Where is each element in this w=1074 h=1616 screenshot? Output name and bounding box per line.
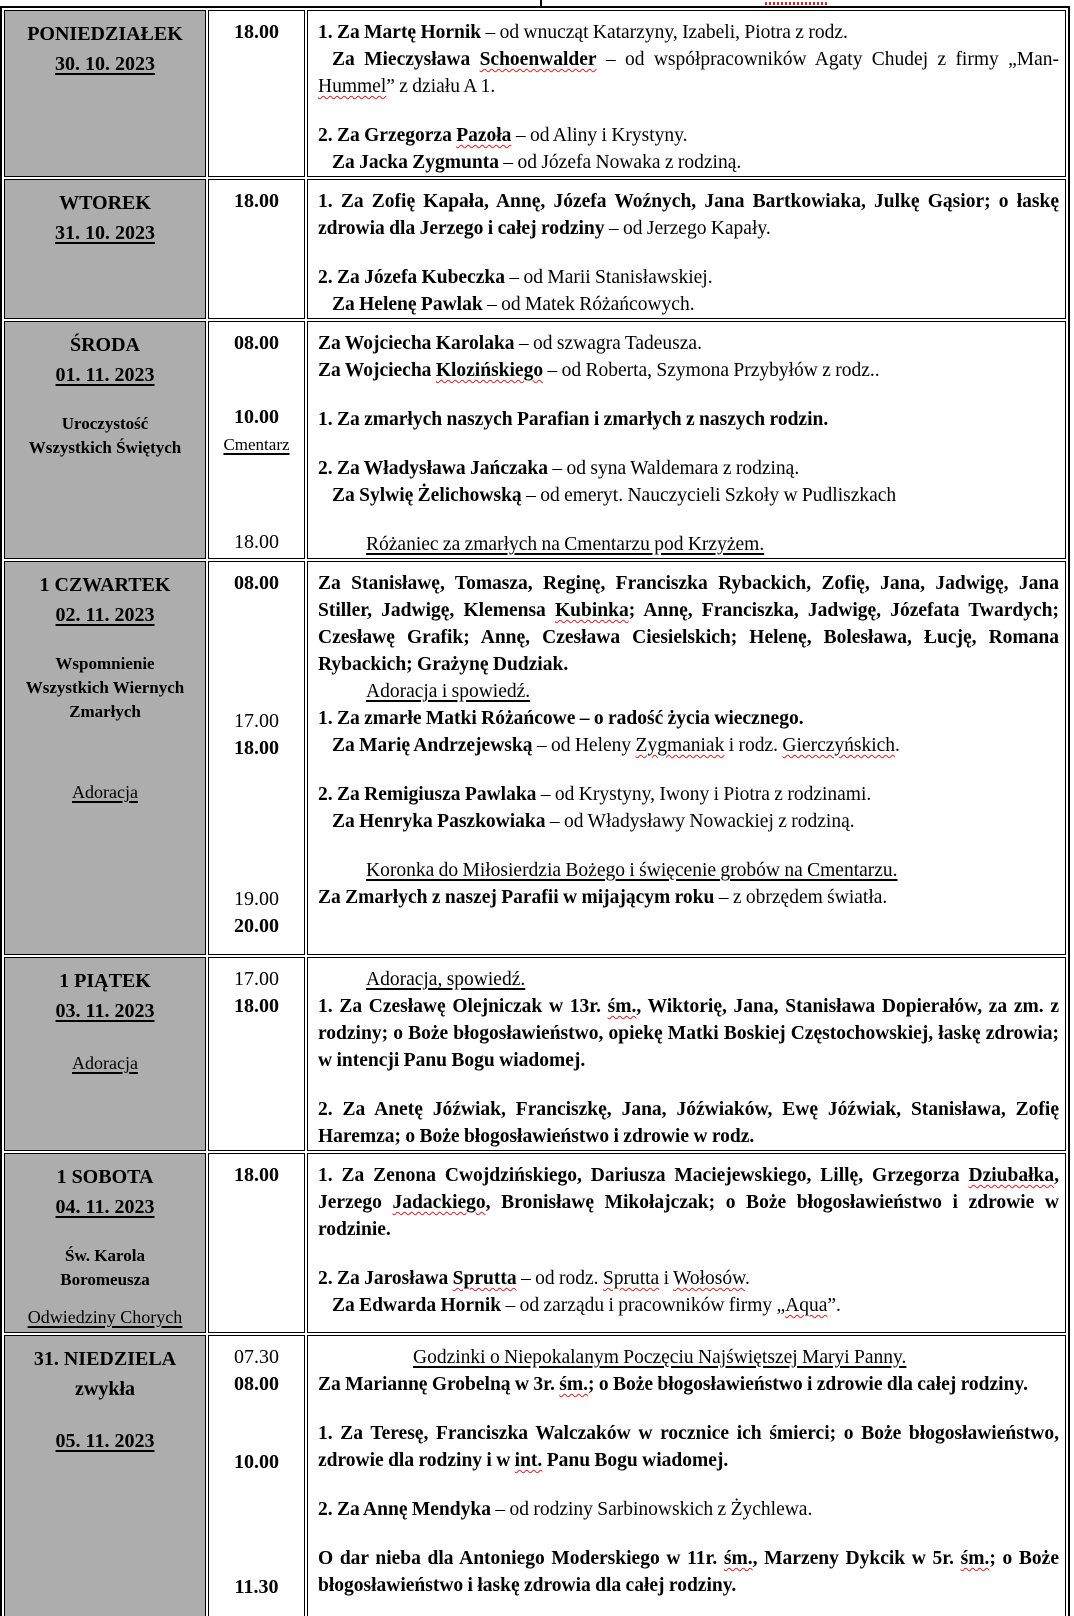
text-segment: Za Wojciecha [318, 360, 436, 381]
day-label: 1 CZWARTEK [39, 574, 171, 596]
intention-paragraph [318, 1162, 1059, 1243]
day-date: 04. 11. 2023 [55, 1196, 155, 1218]
time-label: 18.00 [234, 21, 279, 43]
intention-paragraph [318, 482, 1059, 509]
text-segment: Za Edwarda Hornik [332, 1295, 502, 1316]
intention-paragraph [318, 1496, 1059, 1523]
text-segment: ; Annę, Franciszka, Jadwigę, Józefata Twardych; Czesławę Grafik; Annę, Czesława Ciesielskich; Helenę, Bolesława, Łucję, Romana Rybackich; Grażynę Dudziak. [318, 600, 1060, 675]
text-segment: , Jerzego [318, 1165, 1059, 1213]
day-label: ŚRODA [69, 334, 140, 356]
text-segment: Różaniec za zmarłych na Cmentarzu pod Krzyżem. [366, 534, 765, 555]
day-date: 30. 10. 2023 [55, 53, 155, 75]
text-segment: , Wiktorię, Jana, Stanisława Dopierałów, za zm. z rodziny; o Boże błogosławieństwo, opiekę Matki Boskiej Częstochowskiej, łaskę zdrowia; w intencji Panu Bogu wiadomej. [318, 996, 1059, 1071]
day-cell [4, 10, 206, 177]
text-segment: – od Józefa Nowaka z rodziną. [498, 152, 742, 173]
text-segment: 1. Za Zofię Kapała, Annę, Józefa Woźnych, Jana Bartkowiaka, Julkę Gąsior; o łaskę zdrowia dla Jerzego i całej rodziny [318, 191, 1059, 239]
text-segment: Adoracja i spowiedź. [366, 681, 531, 702]
time-cell [208, 561, 305, 955]
intention-paragraph [318, 705, 1059, 732]
schedule-row [4, 957, 1066, 1151]
intention-paragraph [318, 531, 1059, 558]
text-segment: Za Jacka Zygmunta [332, 152, 499, 173]
intention-paragraph [318, 678, 1059, 705]
intention-paragraph [318, 455, 1059, 482]
text-segment: ”. [827, 1295, 841, 1316]
day-date: Odwiedziny Chorych [27, 1307, 183, 1327]
intention-paragraph [318, 570, 1059, 678]
day-label: 1 PIĄTEK [59, 970, 151, 992]
text-segment: – od rodz. [516, 1268, 603, 1289]
text-segment: Za Sylwię Żelichowską [332, 485, 522, 506]
time-label: 19.00 [234, 888, 279, 910]
text-segment: – od syna Waldemara z rodziną. [548, 458, 800, 479]
text-segment: Pazoła [456, 125, 512, 146]
day-cell [4, 321, 206, 559]
time-label: 08.00 [234, 572, 279, 594]
text-segment: – od Matek Różańcowych. [482, 294, 695, 315]
schedule-row [4, 1335, 1066, 1616]
text-segment: O dar nieba dla Antoniego Moderskiego w 11r. [318, 1548, 724, 1569]
text-segment: – od wnucząt Katarzyny, Izabeli, Piotra z rodz. [481, 22, 848, 43]
time-cell [208, 321, 305, 559]
text-segment: Hummel [318, 76, 387, 97]
text-segment: – od Heleny [532, 735, 636, 756]
text-segment: Dziubałka [968, 1165, 1055, 1186]
text-segment: śm. [723, 1548, 753, 1569]
time-label: 10.00 [234, 1451, 279, 1473]
time-cell [208, 1153, 305, 1333]
text-segment: Godzinki o Niepokalanym Poczęciu Najświętszej Maryi Panny. [413, 1347, 907, 1368]
time-cell [208, 1335, 305, 1616]
intentions-cell [307, 957, 1066, 1151]
text-segment: 2. Za Józefa Kubeczka [318, 267, 505, 288]
text-segment: 2. Za Remigiusza Pawlaka [318, 784, 537, 805]
day-cell [4, 1335, 206, 1616]
text-segment: Za Mariannę Grobelną w 3r. [318, 1374, 560, 1395]
intention-paragraph [318, 1292, 1059, 1319]
intention-paragraph [318, 808, 1059, 835]
text-segment: i rodz. [724, 735, 783, 756]
intention-paragraph [318, 122, 1059, 149]
text-segment: Koronka do Miłosierdzia Bożego i święcenie grobów na Cmentarzu. [366, 860, 898, 881]
intention-paragraph [318, 149, 1059, 176]
intention-paragraph [318, 966, 1059, 993]
intention-paragraph [318, 1371, 1059, 1398]
intention-paragraph [318, 264, 1059, 291]
text-segment: 1. Za Teresę, Franciszka Walczaków w rocznice ich śmierci; o Boże błogosławieństwo, zdrowie dla rodziny i w [318, 1423, 1059, 1471]
time-label: 18.00 [234, 737, 279, 759]
text-segment: Jadackiego [392, 1192, 486, 1213]
text-segment: – od Jerzego Kapały. [604, 218, 771, 239]
text-segment: Wołosów [673, 1268, 745, 1289]
day-label: Wszystkich Świętych [28, 438, 182, 457]
intentions-cell [307, 10, 1066, 177]
time-label: 18.00 [234, 995, 279, 1017]
text-segment: 2. Za Anetę Jóźwiak, Franciszkę, Jana, Jóźwiaków, Ewę Jóźwiak, Stanisława, Zofię Haremza; o Boże błogosławieństwo i zdrowie w rodz. [318, 1099, 1059, 1147]
intentions-cell [307, 561, 1066, 955]
day-label: Boromeusza [60, 1270, 150, 1289]
text-segment: Za Marię Andrzejewską [332, 735, 533, 756]
day-label: Uroczystość [61, 414, 149, 433]
text-segment: – od emeryt. Nauczycieli Szkoły w Pudliszkach [521, 485, 897, 506]
text-segment: 1. Za Zenona Cwojdzińskiego, Dariusza Maciejewskiego, Lillę, Grzegorza [318, 1165, 969, 1186]
day-label: Wszystkich Wiernych [25, 678, 185, 697]
intentions-cell [307, 1153, 1066, 1333]
text-segment: ; o Boże błogosławieństwo i łaskę zdrowia dla całej rodziny. [318, 1548, 1059, 1596]
intention-paragraph [318, 1344, 1059, 1371]
text-segment: Sprutta [452, 1268, 517, 1289]
time-label: 20.00 [234, 915, 279, 937]
day-date: Adoracja [72, 782, 138, 802]
text-segment: Za Stanisławę, Tomasza, Reginę, Franciszka Rybackich, Zofię, Jana, Jadwigę, Jana Stiller, Jadwigę, Klemensa [318, 573, 1059, 621]
text-segment: 2. Za Annę Mendyka [318, 1499, 491, 1520]
day-label: 1 SOBOTA [56, 1166, 154, 1188]
text-segment: Sprutta [602, 1268, 660, 1289]
day-date: 05. 11. 2023 [55, 1430, 155, 1452]
text-segment: . [744, 1268, 750, 1289]
text-segment: – od Roberta, Szymona Przybyłów z rodz.. [543, 360, 880, 381]
schedule-row [4, 179, 1066, 319]
text-segment: 1. Za Czesławę Olejniczak w 13r. [318, 996, 608, 1017]
day-label: Zmarłych [69, 702, 141, 721]
time-label: 10.00 [234, 406, 279, 428]
text-segment: Za Helenę Pawlak [332, 294, 483, 315]
day-cell [4, 561, 206, 955]
day-label: 31. NIEDZIELA [33, 1348, 177, 1370]
day-cell [4, 179, 206, 319]
text-segment: Aqua [785, 1295, 828, 1316]
text-segment: Za Henryka Paszkowiaka [332, 811, 546, 832]
time-label: Cmentarz [223, 435, 290, 454]
time-label: 18.00 [234, 1164, 279, 1186]
day-label: zwykła [75, 1378, 135, 1400]
text-segment: . [895, 735, 900, 756]
text-segment: Panu Bogu wiadomej. [542, 1450, 729, 1471]
text-segment: Adoracja, spowiedź. [366, 969, 526, 990]
text-segment: ; o Boże błogosławieństwo i zdrowie dla całej rodziny. [587, 1374, 1028, 1395]
time-label: 18.00 [234, 531, 279, 553]
text-segment: 1. Za zmarłe Matki Różańcowe – o radość życia wiecznego. [318, 708, 804, 729]
text-segment: 2. Za Grzegorza [318, 125, 457, 146]
schedule-table [0, 6, 1070, 1616]
text-segment: , Marzeny Dykcik w 5r. [752, 1548, 961, 1569]
text-segment: śm. [960, 1548, 990, 1569]
time-label: 07.30 [234, 1346, 279, 1368]
text-segment: – od współpracowników Agaty Chudej z firmy „Man- [596, 49, 1059, 70]
text-segment: ” z działu A 1. [386, 76, 496, 97]
time-label: 08.00 [234, 332, 279, 354]
schedule-row [4, 321, 1066, 559]
intention-paragraph [318, 357, 1059, 384]
text-segment: Schoenwalder [479, 49, 597, 70]
intention-paragraph [318, 406, 1059, 433]
intention-paragraph [318, 732, 1059, 759]
intention-paragraph [318, 1265, 1059, 1292]
schedule-row [4, 1153, 1066, 1333]
text-segment: , Bronisławę Mikołajczak; o Boże błogosławieństwo i zdrowie w rodzinie. [318, 1192, 1059, 1240]
time-label: 11.30 [234, 1576, 279, 1598]
text-segment: – od Marii Stanisławskiej. [504, 267, 713, 288]
text-segment: Kubinka [555, 600, 629, 621]
time-cell [208, 957, 305, 1151]
text-segment: Za Zmarłych z naszej Parafii w mijającym roku [318, 887, 715, 908]
intentions-cell [307, 1335, 1066, 1616]
day-cell [4, 957, 206, 1151]
intention-paragraph [318, 993, 1059, 1074]
time-label: 08.00 [234, 1373, 279, 1395]
intentions-cell [307, 179, 1066, 319]
schedule-row [4, 10, 1066, 177]
day-date: 01. 11. 2023 [55, 364, 155, 386]
intention-paragraph [318, 1545, 1059, 1599]
text-segment: śm. [559, 1374, 588, 1395]
text-segment: Klozińskiego [435, 360, 544, 381]
intention-paragraph [318, 291, 1059, 318]
text-segment: – od Aliny i Krystyny. [511, 125, 688, 146]
text-segment: Za Mieczysława [332, 49, 480, 70]
time-cell [208, 179, 305, 319]
text-segment: int. [514, 1450, 543, 1471]
intention-paragraph [318, 330, 1059, 357]
day-label: Wspomnienie [55, 654, 155, 673]
day-label: Św. Karola [65, 1246, 145, 1265]
day-date: Adoracja [72, 1053, 138, 1073]
day-cell [4, 1153, 206, 1333]
intention-paragraph [318, 781, 1059, 808]
text-segment: Zygmaniak [635, 735, 725, 756]
intention-paragraph [318, 857, 1059, 884]
time-label: 17.00 [234, 968, 279, 990]
text-segment: Gierczyńskich [782, 735, 896, 756]
schedule-row [4, 561, 1066, 955]
text-segment: Za Wojciecha Karolaka [318, 333, 515, 354]
text-segment: 1. Za zmarłych naszych Parafian i zmarłych z naszych rodzin. [318, 409, 829, 430]
text-segment: – od zarządu i pracowników firmy „ [501, 1295, 786, 1316]
text-segment: – z obrzędem światła. [714, 887, 888, 908]
text-segment: śm. [607, 996, 637, 1017]
time-label: 18.00 [234, 190, 279, 212]
text-segment: 2. Za Władysława Jańczaka [318, 458, 549, 479]
day-date: 02. 11. 2023 [55, 604, 155, 626]
day-date: 03. 11. 2023 [55, 1000, 155, 1022]
text-segment: – od Krystyny, Iwony i Piotra z rodzinami. [536, 784, 872, 805]
text-segment: – od szwagra Tadeusza. [514, 333, 702, 354]
intention-paragraph [318, 1096, 1059, 1150]
text-segment: – od rodziny Sarbinowskich z Żychlewa. [490, 1499, 813, 1520]
intention-paragraph [318, 46, 1059, 100]
text-segment: 2. Za Jarosława [318, 1268, 453, 1289]
intention-paragraph [318, 188, 1059, 242]
intention-paragraph [318, 884, 1059, 911]
spellcheck-wavy-remnant [765, 2, 827, 5]
text-segment: – od Władysławy Nowackiej z rodziną. [545, 811, 855, 832]
day-label: PONIEDZIAŁEK [27, 23, 183, 45]
time-label: 17.00 [234, 710, 279, 732]
text-segment: 1. Za Martę Hornik [318, 22, 482, 43]
day-label: WTOREK [59, 192, 151, 214]
intentions-cell [307, 321, 1066, 559]
time-cell [208, 10, 305, 177]
cutoff-previous-row [0, 0, 1074, 6]
text-segment: i [659, 1268, 674, 1289]
intention-paragraph [318, 1420, 1059, 1474]
intention-paragraph [318, 19, 1059, 46]
cell-divider-remnant [540, 0, 542, 6]
day-date: 31. 10. 2023 [55, 222, 155, 244]
schedule-body [4, 10, 1066, 1616]
